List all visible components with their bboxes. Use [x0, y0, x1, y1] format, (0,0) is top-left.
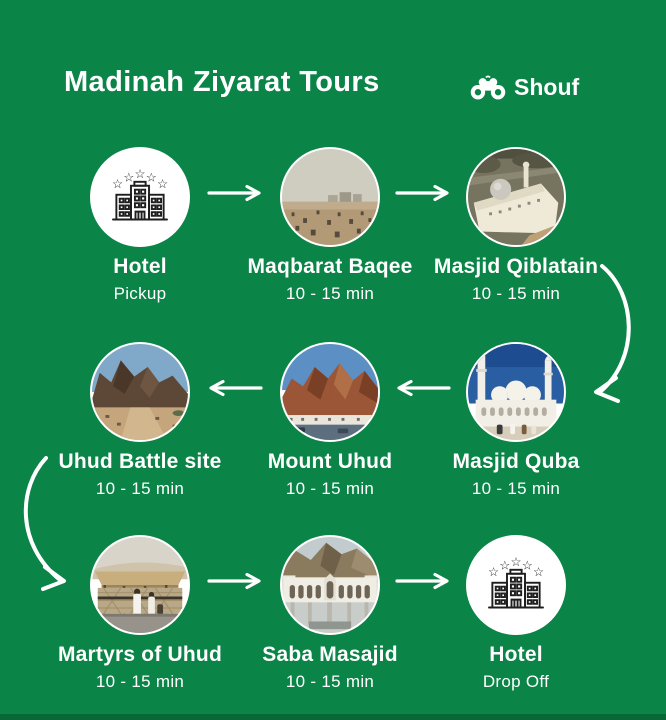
- stop-name: Uhud Battle site: [58, 450, 222, 473]
- brand-name: Shouf: [514, 74, 580, 100]
- stop-photo: [90, 342, 190, 442]
- stop-detail: 10 - 15 min: [285, 284, 375, 303]
- stop-name: Hotel: [113, 255, 167, 278]
- stop-photo: [280, 535, 380, 635]
- arrow-left-icon: [206, 379, 264, 397]
- stop-detail: Pickup: [113, 284, 167, 303]
- stop-detail: 10 - 15 min: [95, 672, 185, 691]
- binoculars-icon: [470, 75, 506, 101]
- page-title: Madinah Ziyarat Tours: [64, 66, 380, 98]
- hotel-building-icon: [90, 147, 190, 247]
- stop-name: Masjid Quba: [452, 450, 580, 473]
- stop-photo: [280, 342, 380, 442]
- stop-hotel-pickup: [45, 147, 235, 304]
- stop-photo: [90, 535, 190, 635]
- stop-name: Maqbarat Baqee: [247, 255, 413, 278]
- stop-name: Martyrs of Uhud: [57, 643, 222, 666]
- stop-name: Saba Masajid: [262, 643, 398, 666]
- arrow-right-icon: [394, 572, 452, 590]
- arrow-right-icon: [206, 572, 264, 590]
- stop-photo: [280, 147, 380, 247]
- stop-mount-uhud: [235, 342, 425, 499]
- bottom-edge-shadow: [0, 714, 666, 720]
- stop-masjid-quba: [421, 342, 611, 499]
- arrow-right-icon: [394, 184, 452, 202]
- stop-maqbarat-baqee: [235, 147, 425, 304]
- arrow-right-icon: [206, 184, 264, 202]
- stop-detail: 10 - 15 min: [471, 479, 561, 498]
- stop-detail: 10 - 15 min: [285, 479, 375, 498]
- stop-photo: [466, 147, 566, 247]
- stop-saba-masajid: [235, 535, 425, 692]
- stop-detail: 10 - 15 min: [95, 479, 185, 498]
- stop-name: Masjid Qiblatain: [433, 255, 599, 278]
- arrow-left-icon: [394, 379, 452, 397]
- stop-martyrs-of-uhud: [45, 535, 235, 692]
- stop-hotel-dropoff: [421, 535, 611, 692]
- brand-logo: [470, 74, 579, 101]
- stop-photo: [466, 342, 566, 442]
- stop-detail: 10 - 15 min: [471, 284, 561, 303]
- stop-detail: Drop Off: [482, 672, 550, 691]
- stop-detail: 10 - 15 min: [285, 672, 375, 691]
- hotel-building-icon: [466, 535, 566, 635]
- stop-name: Mount Uhud: [267, 450, 393, 473]
- stop-name: Hotel: [489, 643, 543, 666]
